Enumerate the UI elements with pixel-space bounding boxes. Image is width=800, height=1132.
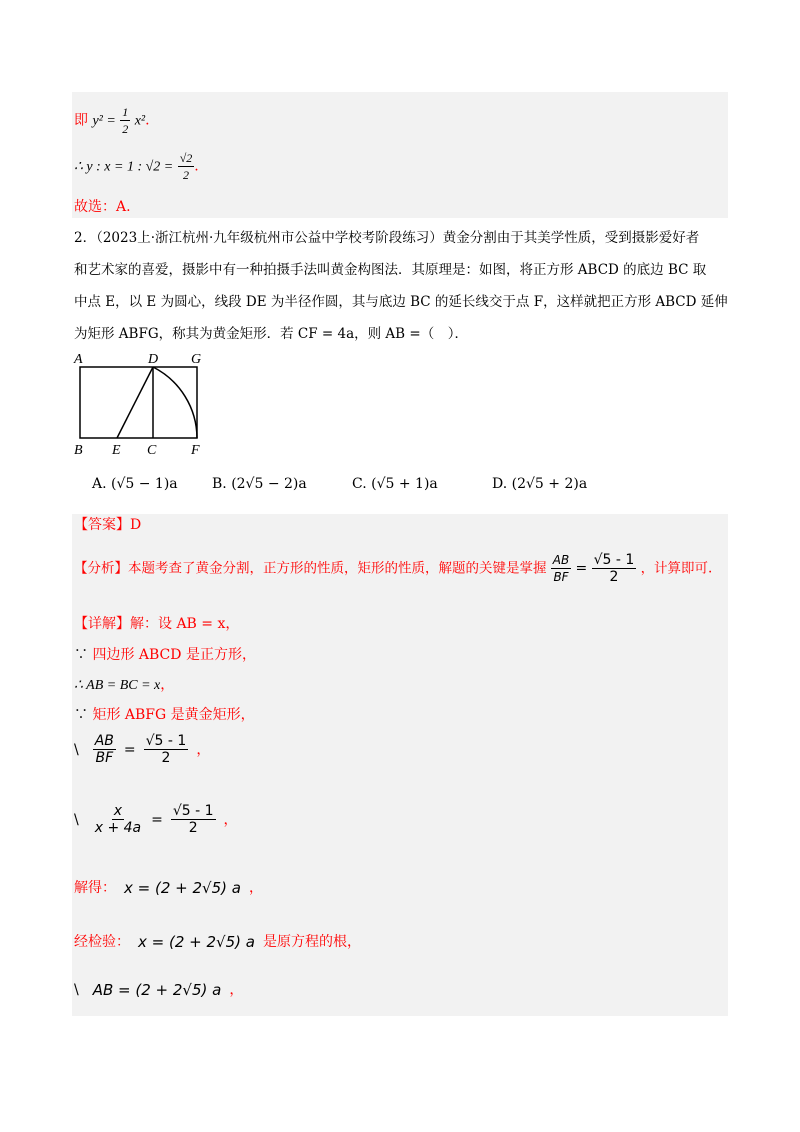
detail-line-3: ∴ AB = BC = x，: [74, 677, 175, 693]
label-g: G: [191, 352, 202, 367]
golden-ratio-fraction: $\frac{√5 - 1}{2}$: [593, 552, 635, 585]
golden-rectangle-figure: [70, 346, 220, 458]
step1-rhs-fraction: $\frac{√5 - 1}{2}$: [145, 733, 187, 766]
fraction-root2-over-2: $\frac{√2}{2}$: [179, 151, 193, 182]
solve-line: 解得： x = (2 + 2√5) a ，: [74, 879, 263, 897]
label-e: E: [112, 443, 121, 458]
choice-statement: 故选：A.: [74, 199, 131, 215]
label-b: B: [74, 443, 83, 458]
check-line: 经检验： x = (2 + 2√5) a 是原方程的根，: [74, 933, 361, 951]
step2-lhs-fraction: $\frac{x}{x + 4a}$: [94, 803, 142, 836]
step1-lhs-fraction: $\frac{AB}{BF}$: [94, 733, 114, 766]
question-line-3: 中点 E，以 E 为圆心，线段 DE 为半径作圆，其与底边 BC 的延长线交于点 F，这样就把正方形 ABCD 延伸: [74, 294, 728, 310]
option-d[interactable]: D. (2√5 + 2)a: [492, 476, 588, 492]
question-line-2: 和艺术家的喜爱，摄影中有一种拍摄手法叫黄金构图法．其原理是：如图，将正方形 ABCD 的底边 BC 取: [74, 262, 707, 278]
label-d: D: [148, 352, 159, 367]
label-c: C: [147, 443, 157, 458]
analysis-line: 【分析】本题考查了黄金分割，正方形的性质，矩形的性质，解题的关键是掌握 $\frac{AB}{BF}$ = $\frac{√5 - 1}{2}$ ，计算即可.: [74, 552, 713, 585]
fraction-one-half: $\frac{1}{2}$: [122, 105, 129, 136]
solution-line-1: 即 y² = $\frac{1}{2}$ x².: [74, 105, 150, 136]
ratio-ab-bf: $\frac{AB}{BF}$: [552, 553, 570, 584]
equation-step-1: \ $\frac{AB}{BF}$ = $\frac{√5 - 1}{2}$ ，: [74, 733, 211, 766]
equation-step-2: \ $\frac{x}{x + 4a}$ = $\frac{√5 - 1}{2}$ ，: [74, 803, 238, 836]
detail-line-4: ∵ 矩形 ABFG 是黄金矩形，: [74, 707, 255, 723]
arc-df: [153, 367, 197, 438]
solution-line-2: ∴ y : x = 1 : √2 = $\frac{√2}{2}$ .: [74, 151, 199, 182]
step2-rhs-fraction: $\frac{√5 - 1}{2}$: [172, 803, 214, 836]
option-b[interactable]: B. (2√5 − 2)a: [212, 476, 307, 492]
question-line-4: 为矩形 ABFG，称其为黄金矩形．若 CF = 4a，则 AB =（ ）．: [74, 326, 468, 342]
detail-line-1: 【详解】解：设 AB = x，: [74, 616, 240, 632]
answer-label: 【答案】D: [74, 517, 142, 533]
option-c[interactable]: C. (√5 + 1)a: [352, 476, 438, 492]
label-f: F: [191, 443, 200, 458]
rectangle-abfg: [80, 367, 197, 438]
segment-de: [117, 367, 153, 438]
detail-line-2: ∵ 四边形 ABCD 是正方形，: [74, 647, 256, 663]
label-a: A: [74, 352, 83, 367]
final-line: \ AB = (2 + 2√5) a ，: [74, 981, 244, 999]
option-a[interactable]: A. (√5 − 1)a: [92, 476, 178, 492]
question-line-1: 2．（2023上·浙江杭州·九年级杭州市公益中学校考阶段练习）黄金分割由于其美学性质，受到摄影爱好者: [74, 230, 700, 246]
